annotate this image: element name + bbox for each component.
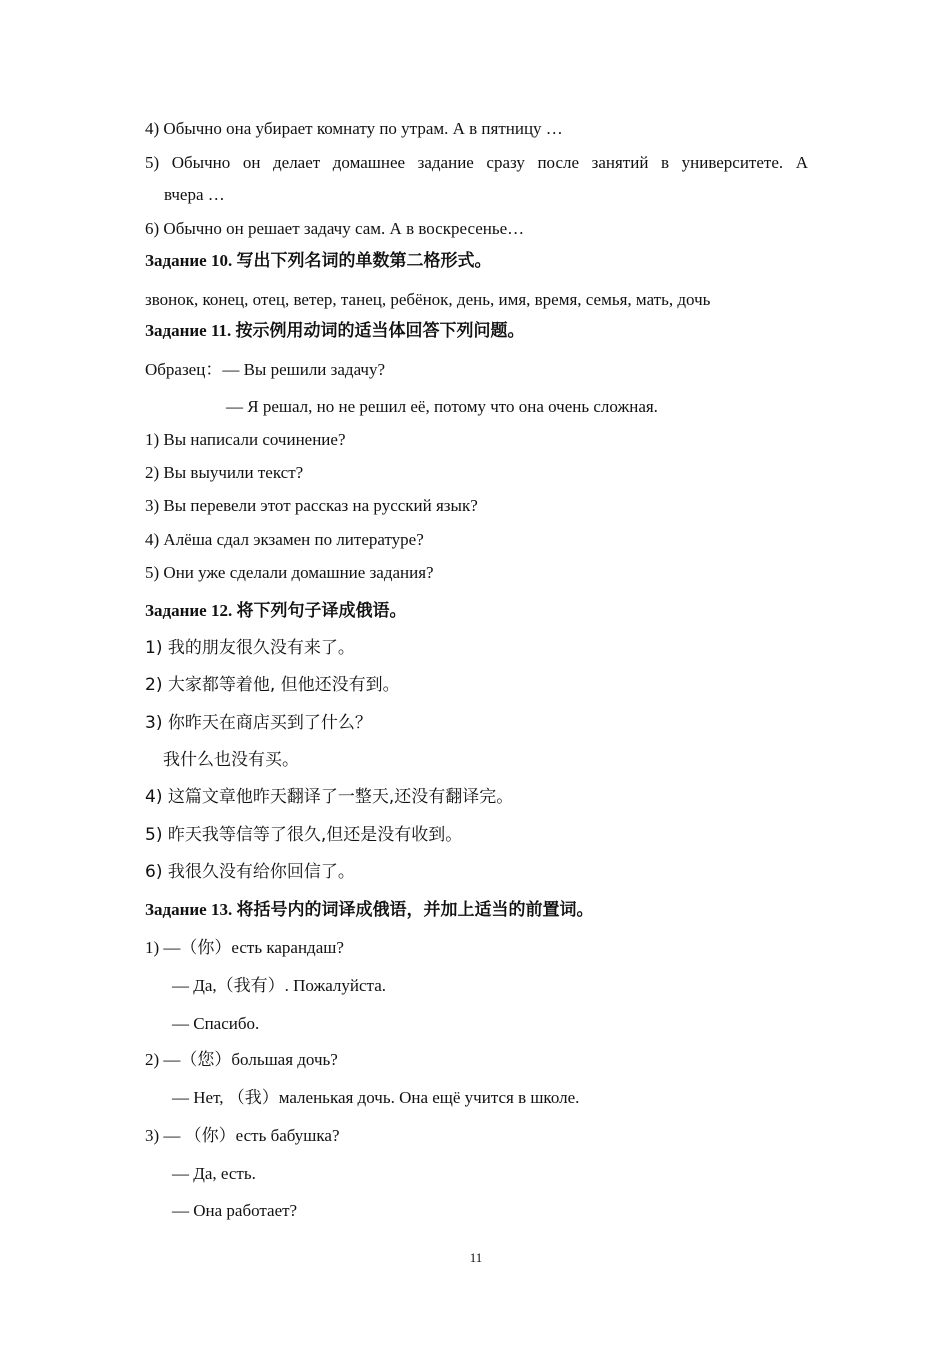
exercise-13-item-1-thanks: — Спасибо.: [172, 1014, 260, 1033]
exercise-13-item-3-reply: — Да, есть.: [172, 1164, 256, 1183]
exercise-13-heading: Задание 13. 将括号内的词译成俄语，并加上适当的前置词。: [145, 900, 594, 919]
exercise-10-heading: Задание 10. 写出下列名词的单数第二格形式。: [145, 251, 492, 270]
exercise-11-item-4: 4) Алёша сдал экзамен по литературе?: [145, 530, 424, 549]
exercise-9-item-5: 5) Обычно он делает домашнее задание сразу после занятий в университете. А: [145, 153, 808, 172]
exercise-13-item-3-question: — Она работает?: [172, 1201, 298, 1220]
exercise-13-item-2-reply: — Нет, （我）маленькая дочь. Она ещё учится в школе.: [172, 1088, 580, 1107]
exercise-12-item-3: 3) 你昨天在商店买到了什么？: [145, 713, 372, 733]
exercise-12-item-1: 1) 我的朋友很久没有来了。: [145, 638, 355, 658]
exercise-12-heading: Задание 12. 将下列句子译成俄语。: [145, 601, 407, 620]
exercise-13-item-3: 3) — （你）есть бабушка?: [145, 1126, 340, 1145]
exercise-12-item-3-continued: 我什么也没有买。: [163, 750, 299, 770]
exercise-11-item-2: 2) Вы выучили текст?: [145, 463, 304, 482]
exercise-11-item-3: 3) Вы перевели этот рассказ на русский язык?: [145, 496, 478, 515]
exercise-12-item-6: 6) 我很久没有给你回信了。: [145, 862, 355, 882]
exercise-11-example-answer: — Я решал, но не решил её, потому что она очень сложная.: [226, 397, 658, 416]
exercise-11-example-question: Образец：— Вы решили задачу?: [145, 360, 386, 379]
exercise-11-item-1: 1) Вы написали сочинение?: [145, 430, 346, 449]
exercise-12-item-2: 2) 大家都等着他, 但他还没有到。: [145, 675, 400, 695]
page-number: 11: [469, 1250, 483, 1265]
exercise-9-item-6: 6) Обычно он решает задачу сам. А в воскресенье…: [145, 219, 525, 238]
exercise-12-item-4: 4) 这篇文章他昨天翻译了一整天,还没有翻译完。: [145, 787, 514, 807]
exercise-12-item-5: 5) 昨天我等信等了很久,但还是没有收到。: [145, 825, 463, 845]
exercise-11-item-5: 5) Они уже сделали домашние задания?: [145, 563, 434, 582]
exercise-13-item-2: 2) —（您）большая дочь?: [145, 1050, 338, 1069]
exercise-10-word-list: звонок, конец, отец, ветер, танец, ребёнок, день, имя, время, семья, мать, дочь: [145, 290, 711, 309]
exercise-9-item-5-continued: вчера …: [164, 185, 225, 204]
exercise-11-heading: Задание 11. 按示例用动词的适当体回答下列问题。: [145, 321, 525, 340]
exercise-13-item-1-reply: — Да,（我有）. Пожалуйста.: [172, 976, 386, 995]
exercise-9-item-4: 4) Обычно она убирает комнату по утрам. А в пятницу …: [145, 119, 563, 138]
exercise-13-item-1: 1) —（你）есть карандаш?: [145, 938, 344, 957]
